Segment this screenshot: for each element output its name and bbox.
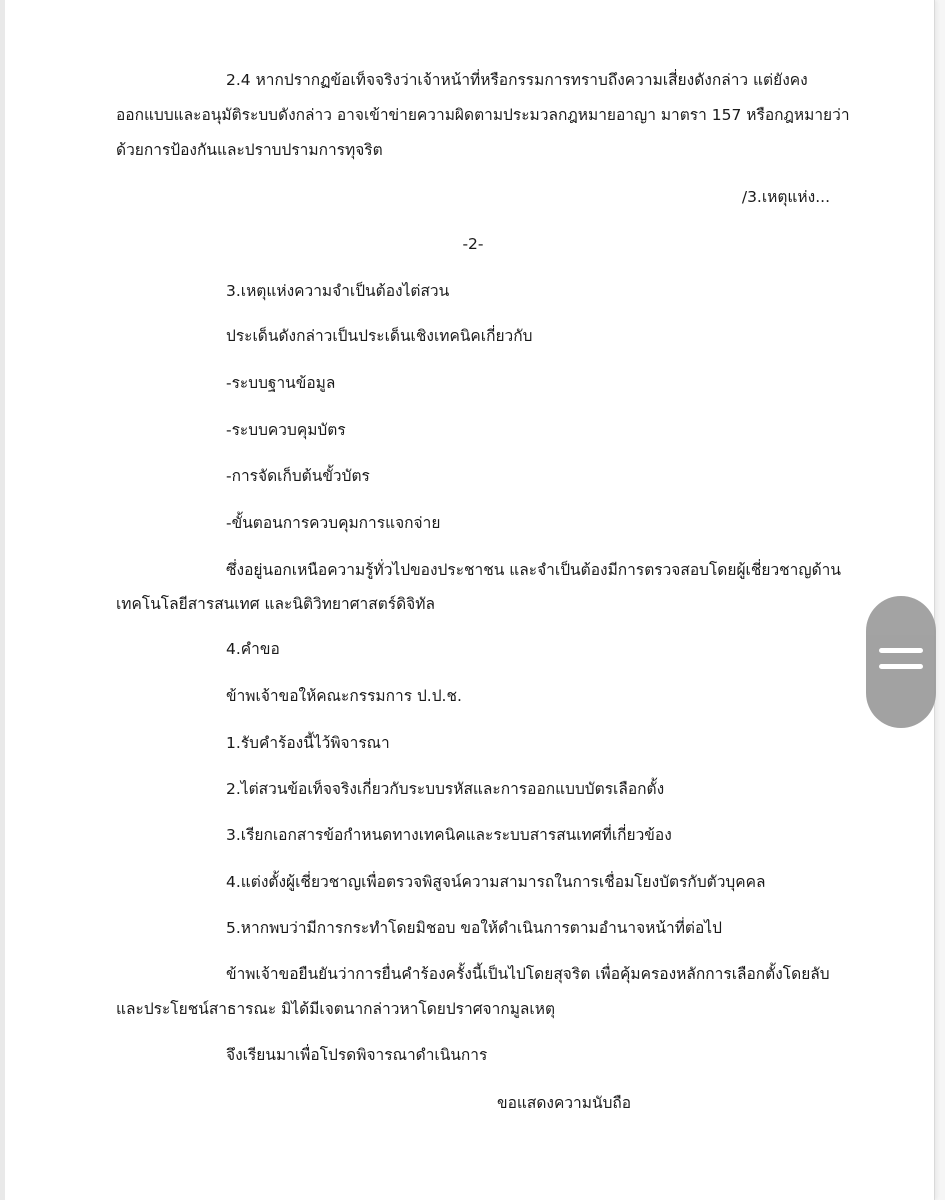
section-3-item-distribution: -ขั้นตอนการควบคุมการแจกจ่าย <box>226 514 441 532</box>
section-3-summary-line-2: เทคโนโลยีสารสนเทศ และนิติวิทยาศาสตร์ดิจิทัล <box>116 595 435 613</box>
section-3-item-ballot-control: -ระบบควบคุมบัตร <box>226 421 346 439</box>
section-4-item-2: 2.ไต่สวนข้อเท็จจริงเกี่ยวกับระบบรหัสและการออกแบบบัตรเลือกตั้ง <box>226 780 665 798</box>
section-4-item-5: 5.หากพบว่ามีการกระทำโดยมิชอบ ขอให้ดำเนินการตามอำนาจหน้าที่ต่อไป <box>226 919 722 937</box>
section-4-item-3: 3.เรียกเอกสารข้อกำหนดทางเทคนิคและระบบสารสนเทศที่เกี่ยวข้อง <box>226 826 672 844</box>
closing-regards: ขอแสดงความนับถือ <box>497 1094 632 1112</box>
affirmation-line-1: ข้าพเจ้าขอยืนยันว่าการยื่นคำร้องครั้งนี้เป็นไปโดยสุจริต เพื่อคุ้มครองหลักการเลือกตั้งโดยลับ <box>226 965 830 983</box>
closing-request: จึงเรียนมาเพื่อโปรดพิจารณาดำเนินการ <box>226 1046 488 1064</box>
section-4-intro: ข้าพเจ้าขอให้คณะกรรมการ ป.ป.ช. <box>226 687 462 705</box>
page-left-edge <box>0 0 5 1200</box>
page-number: -2- <box>462 235 484 253</box>
continuation-marker: /3.เหตุแห่ง... <box>741 188 830 206</box>
section-3-item-database: -ระบบฐานข้อมูล <box>226 374 336 392</box>
paragraph-2-4-line-2: ออกแบบและอนุมัติระบบดังกล่าว อาจเข้าข่ายความผิดตามประมวลกฎหมายอาญา มาตรา 157 หรือกฎหมายว่า <box>116 106 850 124</box>
section-3-item-stub-storage: -การจัดเก็บต้นขั้วบัตร <box>226 467 370 485</box>
affirmation-line-2: และประโยชน์สาธารณะ มิได้มีเจตนากล่าวหาโดยปราศจากมูลเหตุ <box>116 1000 556 1018</box>
paragraph-2-4-line-1: 2.4 หากปรากฏข้อเท็จจริงว่าเจ้าหน้าที่หรือกรรมการทราบถึงความเสี่ยงดังกล่าว แต่ยังคง <box>226 71 808 89</box>
section-3-intro: ประเด็นดังกล่าวเป็นประเด็นเชิงเทคนิคเกี่ยวกับ <box>226 327 533 345</box>
section-4-item-4: 4.แต่งตั้งผู้เชี่ยวชาญเพื่อตรวจพิสูจน์ความสามารถในการเชื่อมโยงบัตรกับตัวบุคคล <box>226 873 766 891</box>
section-3-summary-line-1: ซึ่งอยู่นอกเหนือความรู้ทั่วไปของประชาชน และจำเป็นต้องมีการตรวจสอบโดยผู้เชี่ยวชาญด้าน <box>226 561 841 579</box>
paragraph-2-4-line-3: ด้วยการป้องกันและปราบปรามการทุจริต <box>116 141 383 159</box>
scroll-handle[interactable] <box>866 596 936 728</box>
section-3-heading: 3.เหตุแห่งความจำเป็นต้องไต่สวน <box>226 282 450 300</box>
section-4-item-1: 1.รับคำร้องนี้ไว้พิจารณา <box>226 734 390 752</box>
drag-handle-icon-bar <box>879 664 923 669</box>
section-4-heading: 4.คำขอ <box>226 640 280 658</box>
drag-handle-icon <box>879 648 923 653</box>
